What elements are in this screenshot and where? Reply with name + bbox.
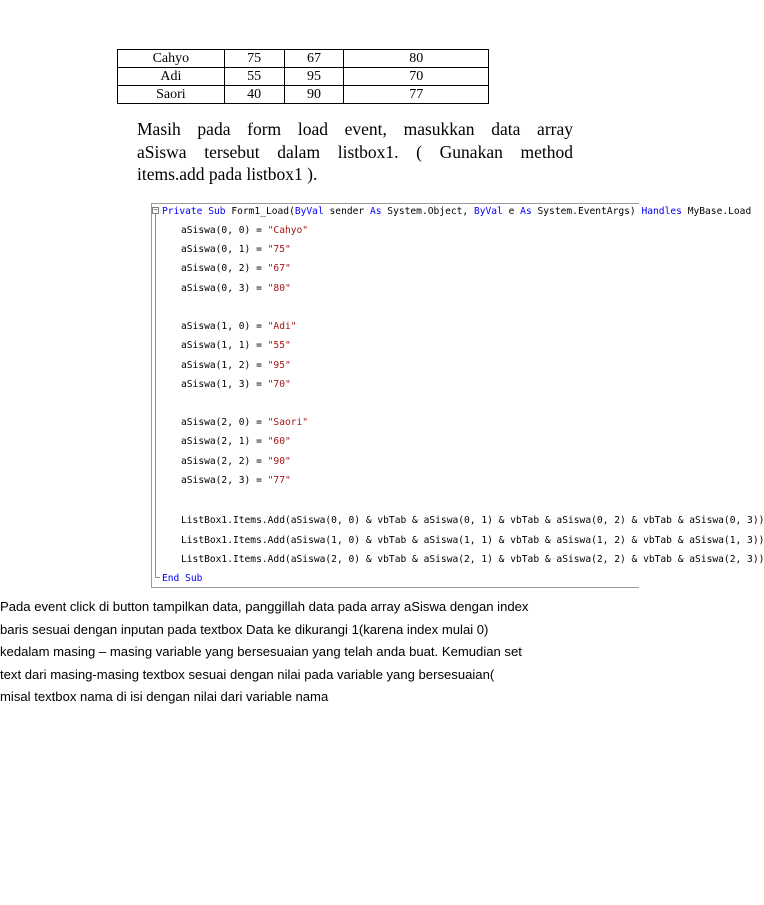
code-line-assignment: aSiswa(1, 3) = "70": [181, 379, 291, 390]
table-cell: 80: [344, 50, 489, 68]
table-cell: 40: [224, 86, 284, 104]
code-line-assignment: aSiswa(1, 1) = "55": [181, 340, 291, 351]
table-row: [118, 50, 489, 68]
code-line-assignment: aSiswa(2, 1) = "60": [181, 436, 291, 447]
table-cell: 77: [344, 86, 489, 104]
code-line-assignment: aSiswa(2, 0) = "Saori": [181, 417, 309, 428]
table-cell: 90: [284, 86, 344, 104]
table-cell: 95: [284, 68, 344, 86]
code-line-assignment: aSiswa(2, 2) = "90": [181, 456, 291, 467]
code-screenshot: [151, 203, 764, 588]
code-line-sub-header: Private Sub Form1_Load(ByVal sender As System.Object, ByVal e As System.EventArgs) Handles MyBase.Load: [162, 206, 752, 217]
code-line-listbox-add: ListBox1.Items.Add(aSiswa(1, 0) & vbTab & aSiswa(1, 1) & vbTab & aSiswa(1, 2) & vbTab & aSiswa(1, 3)): [181, 535, 764, 546]
code-outline-gutter: [152, 204, 159, 587]
instruction-paragraph: [137, 118, 573, 186]
table-cell-name: Saori: [118, 86, 225, 104]
body-line: baris sesuai dengan inputan pada textbox Data ke dikurangi 1(karena index mulai 0): [0, 621, 489, 637]
outline-end-tick: [155, 577, 160, 578]
code-line-listbox-add: ListBox1.Items.Add(aSiswa(0, 0) & vbTab & aSiswa(0, 1) & vbTab & aSiswa(0, 2) & vbTab & aSiswa(0, 3)): [181, 515, 764, 526]
code-line-assignment: aSiswa(0, 2) = "67": [181, 263, 291, 274]
table-cell: 67: [284, 50, 344, 68]
body-line: text dari masing-masing textbox sesuai dengan nilai pada variable yang bersesuaian(: [0, 666, 495, 682]
table-row: [118, 86, 489, 104]
table-cell: 70: [344, 68, 489, 86]
table-cell: 55: [224, 68, 284, 86]
body-line: Pada event click di button tampilkan data, panggillah data pada array aSiswa dengan index: [0, 599, 529, 614]
outline-line: [155, 214, 156, 577]
code-line-assignment: aSiswa(0, 3) = "80": [181, 283, 291, 294]
code-line-end-sub: End Sub: [162, 573, 203, 584]
body-line: misal textbox nama di isi dengan nilai dari variable nama: [0, 689, 329, 704]
body-paragraph: [0, 596, 638, 709]
table-row: [118, 68, 489, 86]
code-line-assignment: aSiswa(0, 1) = "75": [181, 244, 291, 255]
table-cell: 75: [224, 50, 284, 68]
code-line-assignment: aSiswa(0, 0) = "Cahyo": [181, 225, 309, 236]
collapse-icon[interactable]: −: [153, 206, 158, 214]
student-scores-table: [117, 49, 489, 104]
code-line-listbox-add: ListBox1.Items.Add(aSiswa(2, 0) & vbTab & aSiswa(2, 1) & vbTab & aSiswa(2, 2) & vbTab & aSiswa(2, 3)): [181, 554, 764, 565]
instruction-line: items.add pada listbox1 ).: [137, 164, 318, 184]
instruction-line: Masih pada form load event, masukkan data array: [137, 119, 573, 139]
code-line-assignment: aSiswa(1, 0) = "Adi": [181, 321, 297, 332]
table-cell-name: Cahyo: [118, 50, 225, 68]
code-line-assignment: aSiswa(1, 2) = "95": [181, 360, 291, 371]
body-line: kedalam masing – masing variable yang bersesuaian yang telah anda buat. Kemudian set: [0, 644, 522, 659]
instruction-line: aSiswa tersebut dalam listbox1. ( Gunakan method: [137, 141, 573, 162]
table-cell-name: Adi: [118, 68, 225, 86]
code-line-assignment: aSiswa(2, 3) = "77": [181, 475, 291, 486]
